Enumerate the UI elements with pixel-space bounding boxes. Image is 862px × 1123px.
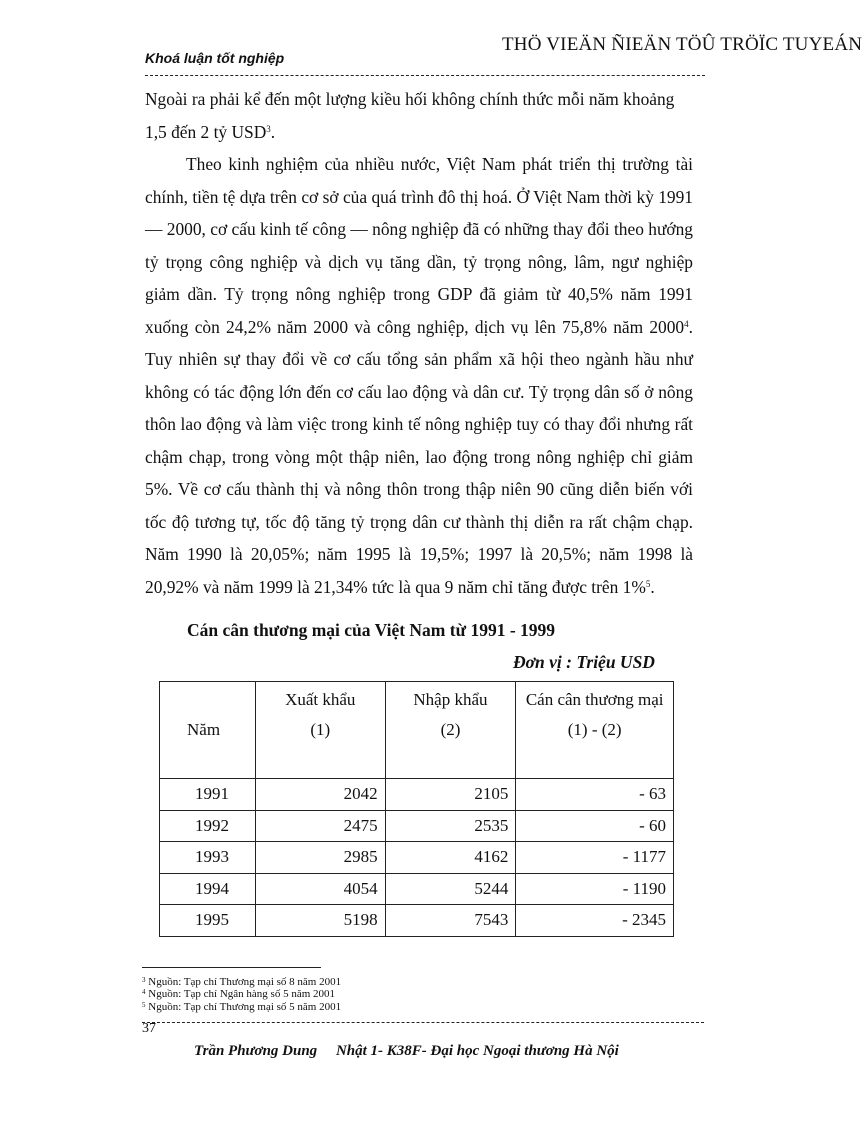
footnote-ref-4: 4 bbox=[684, 318, 689, 329]
footer-class-school: Nhật 1- K38F- Đại học Ngoại thương Hà Nội bbox=[335, 1043, 619, 1059]
header-divider bbox=[145, 75, 705, 76]
trade-balance-table bbox=[159, 681, 674, 937]
footnote-ref-5: 5 bbox=[645, 578, 651, 589]
body-text bbox=[145, 83, 693, 603]
table-header-row bbox=[160, 682, 674, 779]
table-row bbox=[160, 873, 674, 905]
cell-import: 4162 bbox=[385, 842, 516, 874]
header-library-title: THÖ VIEÄN ÑIEÄN TÖÛ TRÖÏC TUYEÁN bbox=[502, 34, 862, 55]
paragraph-2-part-a: Theo kinh nghiệm của nhiều nước, Việt Nam phát triển thị trường tài chính, tiền tệ dựa trên cơ sở của quá trình đô thị hoá. Ở Việt Nam thời kỳ 1991 — 2000, cơ cấu kinh tế công — nông nghiệp đã có những thay đổi theo hướng tỷ trọng công nghiệp và dịch vụ tăng dần, tỷ trọng nông, lâm, ngư nghiệp giảm dần. Tỷ trọng nông nghiệp trong GDP đã giảm từ 40,5% năm 1991 xuống còn 24,2% năm 2000 và công nghiệp, dịch vụ lên 75,8% năm 2000 bbox=[145, 154, 693, 337]
cell-year: 1995 bbox=[160, 905, 256, 937]
footnotes bbox=[142, 976, 341, 1013]
cell-balance: - 1177 bbox=[516, 842, 674, 874]
cell-import: 2105 bbox=[385, 779, 516, 811]
cell-year: 1994 bbox=[160, 873, 256, 905]
table-row bbox=[160, 779, 674, 811]
cell-year: 1992 bbox=[160, 810, 256, 842]
cell-export: 2475 bbox=[255, 810, 385, 842]
page-number: 37 bbox=[142, 1021, 156, 1036]
cell-balance: - 60 bbox=[516, 810, 674, 842]
header-import bbox=[385, 682, 516, 779]
cell-import: 5244 bbox=[385, 873, 516, 905]
table-title: Cán cân thương mại của Việt Nam từ 1991 - 1999 bbox=[187, 620, 556, 640]
header-import-code: (2) bbox=[440, 720, 461, 739]
header-export bbox=[255, 682, 385, 779]
header-document-title: Khoá luận tốt nghiệp bbox=[145, 50, 285, 66]
cell-balance: - 2345 bbox=[516, 905, 674, 937]
header-year: Năm bbox=[160, 682, 256, 779]
cell-export: 2985 bbox=[255, 842, 385, 874]
cell-year: 1993 bbox=[160, 842, 256, 874]
paragraph-1 bbox=[145, 83, 693, 148]
cell-import: 7543 bbox=[385, 905, 516, 937]
header-import-label: Nhập khẩu bbox=[413, 690, 488, 709]
table-unit: Đơn vị : Triệu USD bbox=[513, 652, 655, 672]
table-row bbox=[160, 810, 674, 842]
header-balance bbox=[516, 682, 674, 779]
footer-author: Trần Phương Dung bbox=[194, 1043, 318, 1059]
header-export-label: Xuất khẩu bbox=[285, 690, 356, 709]
cell-import: 2535 bbox=[385, 810, 516, 842]
footnote-item: $^4$ Nguồn: Tạp chí Ngân hàng số 5 năm 2001 bbox=[142, 988, 336, 1001]
footer-divider bbox=[142, 1022, 704, 1023]
footnote-item: $^5$ Nguồn: Tạp chí Thương mại số 5 năm 2001 bbox=[142, 1000, 342, 1013]
cell-export: 4054 bbox=[255, 873, 385, 905]
cell-export: 2042 bbox=[255, 779, 385, 811]
paragraph-1-line-2: 1,5 đến 2 tỷ USD bbox=[145, 121, 267, 142]
footer-line bbox=[194, 1043, 619, 1060]
paragraph-1-line-1: Ngoài ra phải kể đến một lượng kiều hối không chính thức mỗi năm khoảng bbox=[145, 89, 675, 109]
cell-year: 1991 bbox=[160, 779, 256, 811]
header-balance-code: (1) - (2) bbox=[567, 720, 622, 739]
paragraph-2-end: . bbox=[650, 576, 655, 597]
cell-balance: - 63 bbox=[516, 779, 674, 811]
footnote-item: $^3$ Nguồn: Tạp chí Thương mại số 8 năm 2001 bbox=[142, 976, 342, 988]
header-export-code: (1) bbox=[310, 720, 331, 739]
table-row bbox=[160, 905, 674, 937]
header-balance-label: Cán cân thương mại bbox=[525, 690, 664, 709]
table-row bbox=[160, 842, 674, 874]
paragraph-2 bbox=[145, 148, 693, 603]
paragraph-1-end: . bbox=[270, 121, 276, 142]
cell-balance: - 1190 bbox=[516, 873, 674, 905]
cell-export: 5198 bbox=[255, 905, 385, 937]
footnote-divider bbox=[142, 967, 321, 968]
paragraph-2-part-b: . Tuy nhiên sự thay đổi về cơ cấu tổng sản phẩm xã hội theo ngành hầu như không có tác động lớn đến cơ cấu lao động và dân cư. Tỷ trọng dân số ở nông thôn lao động và làm việc trong kinh tế nông nghiệp tuy có thay đổi nhưng rất chậm chạp, trong vòng một thập niên, lao động trong nông nghiệp chỉ giảm 5%. Về cơ cấu thành thị và nông thôn trong thập niên 90 cũng diễn biến với tốc độ tương tự, tốc độ tăng tỷ trọng dân cư thành thị diễn ra rất chậm chạp. Năm 1990 là 20,05%; năm 1995 là 19,5%; 1997 là 20,5%; năm 1998 là 20,92% và năm 1999 là 21,34% tức là qua 9 năm chỉ tăng được trên 1% bbox=[145, 316, 693, 597]
footnote-ref-3: 3 bbox=[266, 123, 271, 134]
